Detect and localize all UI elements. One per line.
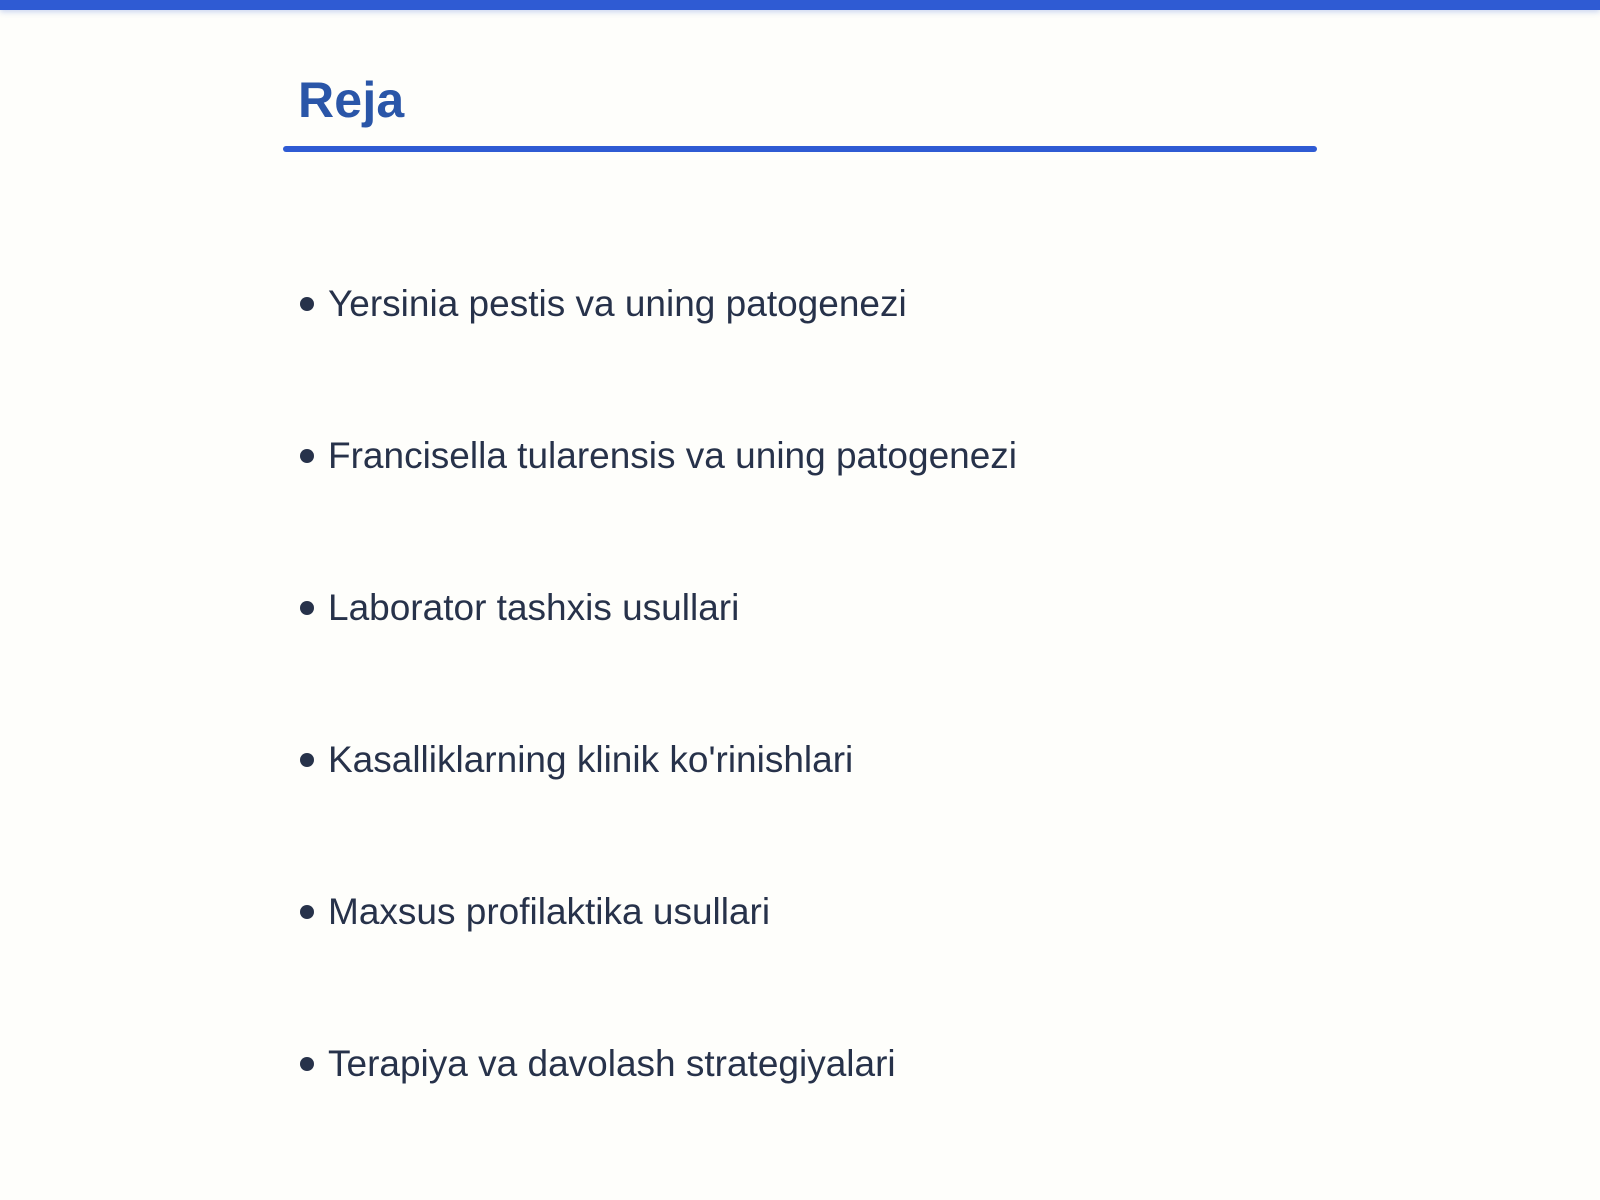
agenda-item-yersinia (300, 280, 1300, 328)
agenda-item-francisella (300, 432, 1300, 480)
agenda-item-treatment (300, 1040, 1300, 1088)
agenda-item-label: Francisella tularensis va uning patogenezi (328, 435, 1018, 476)
bullet-icon (300, 449, 314, 463)
bullet-icon (300, 1057, 314, 1071)
title-underline (283, 146, 1317, 152)
agenda-item-label: Laborator tashxis usullari (328, 587, 740, 628)
agenda-item-label: Yersinia pestis va uning patogenezi (328, 283, 907, 324)
agenda-item-laboratory-diagnosis (300, 584, 1300, 632)
bullet-icon (300, 905, 314, 919)
agenda-list (300, 280, 1300, 1088)
agenda-item-prophylaxis (300, 888, 1300, 936)
agenda-item-label: Maxsus profilaktika usullari (328, 891, 771, 932)
bullet-icon (300, 297, 314, 311)
bullet-icon (300, 753, 314, 767)
agenda-item-clinical-signs (300, 736, 1300, 784)
agenda-item-label: Kasalliklarning klinik ko'rinishlari (328, 739, 854, 780)
slide-title: Reja (298, 72, 405, 128)
agenda-item-label: Terapiya va davolash strategiyalari (328, 1043, 896, 1084)
bullet-icon (300, 601, 314, 615)
